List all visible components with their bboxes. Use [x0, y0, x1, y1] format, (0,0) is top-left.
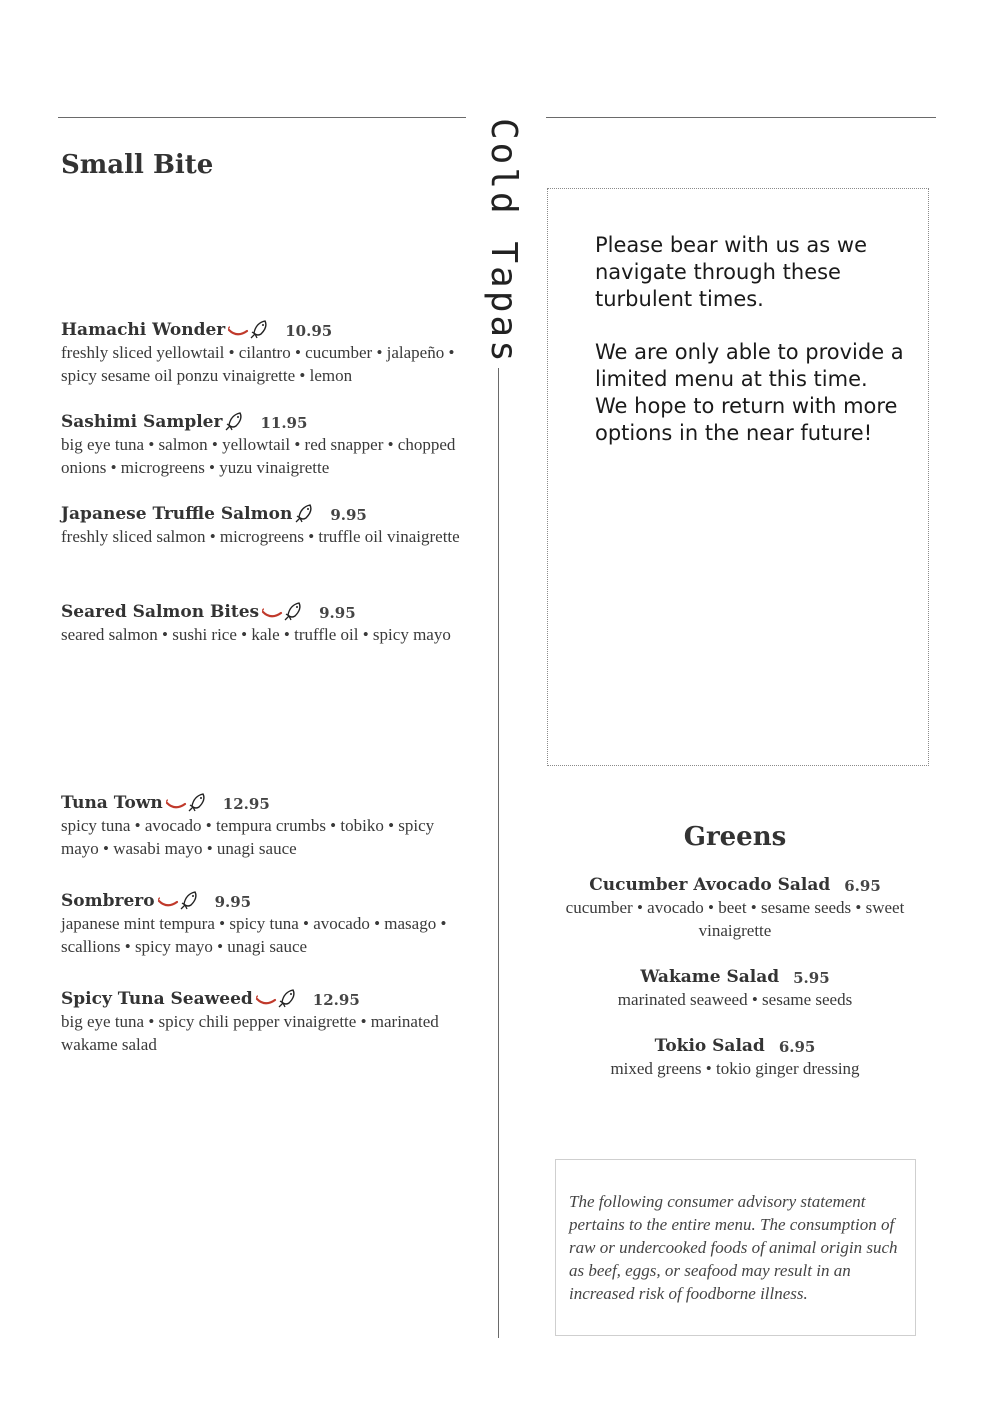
menu-item-hamachi-wonder	[61, 314, 461, 387]
raw-fish-icon	[179, 889, 201, 911]
top-rule-left	[58, 117, 466, 118]
top-rule-right	[546, 117, 936, 118]
chili-pepper-icon	[227, 326, 249, 340]
item-name: Cucumber Avocado Salad	[589, 875, 831, 895]
item-description: freshly sliced salmon • microgreens • truffle oil vinaigrette	[61, 527, 460, 546]
item-name: Sombrero	[61, 891, 155, 911]
item-name: Spicy Tuna Seaweed	[61, 989, 253, 1009]
greens-item-tokio-salad	[560, 1030, 910, 1080]
item-description: japanese mint tempura • spicy tuna • avocado • masago • scallions • spicy mayo • unagi sauce	[61, 914, 447, 956]
notice-box	[547, 188, 929, 766]
item-name: Sashimi Sampler	[61, 412, 223, 432]
item-name: Tuna Town	[61, 793, 163, 813]
raw-fish-icon	[277, 987, 299, 1009]
item-name: Tokio Salad	[654, 1036, 765, 1056]
chili-pepper-icon	[157, 897, 179, 911]
menu-item-sashimi-sampler	[61, 406, 461, 479]
item-price: 12.95	[222, 795, 270, 813]
menu-item-tuna-town	[61, 787, 461, 860]
small-bite-heading: Small Bite	[61, 150, 214, 180]
item-price: 6.95	[844, 877, 881, 895]
item-description: freshly sliced yellowtail • cilantro • cucumber • jalapeño • spicy sesame oil ponzu vinaigrette • lemon	[61, 343, 455, 385]
item-price: 12.95	[312, 991, 360, 1009]
item-name: Wakame Salad	[640, 967, 780, 987]
chili-pepper-icon	[165, 799, 187, 813]
raw-fish-icon	[283, 600, 305, 622]
item-name: Hamachi Wonder	[61, 320, 226, 340]
item-description: spicy tuna • avocado • tempura crumbs • tobiko • spicy mayo • wasabi mayo • unagi sauce	[61, 816, 435, 858]
menu-item-seared-salmon-bites	[61, 596, 461, 646]
chili-pepper-icon	[255, 995, 277, 1009]
greens-heading: Greens	[683, 822, 787, 852]
menu-item-sombrero	[61, 885, 461, 958]
notice-paragraph-2: We are only able to provide a limited menu at this time. We hope to return with more options in the near future!	[595, 340, 904, 445]
raw-fish-icon	[294, 502, 316, 524]
raw-fish-icon	[187, 791, 209, 813]
item-description: cucumber • avocado • beet • sesame seeds • sweet vinaigrette	[565, 898, 905, 940]
menu-item-spicy-tuna-seaweed	[61, 983, 461, 1056]
item-description: mixed greens • tokio ginger dressing	[610, 1059, 860, 1078]
item-price: 10.95	[285, 322, 333, 340]
item-price: 9.95	[330, 506, 367, 524]
item-name: Japanese Truffle Salmon	[61, 504, 293, 524]
item-price: 5.95	[793, 969, 830, 987]
item-price: 9.95	[214, 893, 252, 911]
item-description: big eye tuna • spicy chili pepper vinaigrette • marinated wakame salad	[61, 1012, 439, 1054]
consumer-advisory-text: The following consumer advisory statement pertains to the entire menu. The consumption of raw or undercooked foods of animal origin such as beef, eggs, or seafood may result in an increased risk of foodborne illness.	[569, 1192, 898, 1303]
item-price: 11.95	[260, 414, 308, 432]
item-price: 6.95	[778, 1038, 816, 1056]
item-description: big eye tuna • salmon • yellowtail • red snapper • chopped onions • microgreens • yuzu vinaigrette	[61, 435, 456, 477]
center-divider	[498, 368, 499, 1338]
greens-item-wakame-salad	[560, 961, 910, 1011]
item-name: Seared Salmon Bites	[61, 602, 260, 622]
menu-item-japanese-truffle-salmon	[61, 498, 461, 548]
chili-pepper-icon	[261, 608, 283, 622]
item-description: marinated seaweed • sesame seeds	[617, 990, 853, 1009]
raw-fish-icon	[224, 410, 246, 432]
consumer-advisory-box	[555, 1159, 916, 1336]
raw-fish-icon	[249, 318, 271, 340]
item-description: seared salmon • sushi rice • kale • truffle oil • spicy mayo	[61, 625, 451, 644]
cold-tapas-heading: Cold Tapas	[483, 118, 524, 365]
item-price: 9.95	[319, 604, 356, 622]
greens-item-cucumber-avocado-salad	[560, 869, 910, 942]
notice-paragraph-1: Please bear with us as we navigate through these turbulent times.	[595, 233, 867, 311]
